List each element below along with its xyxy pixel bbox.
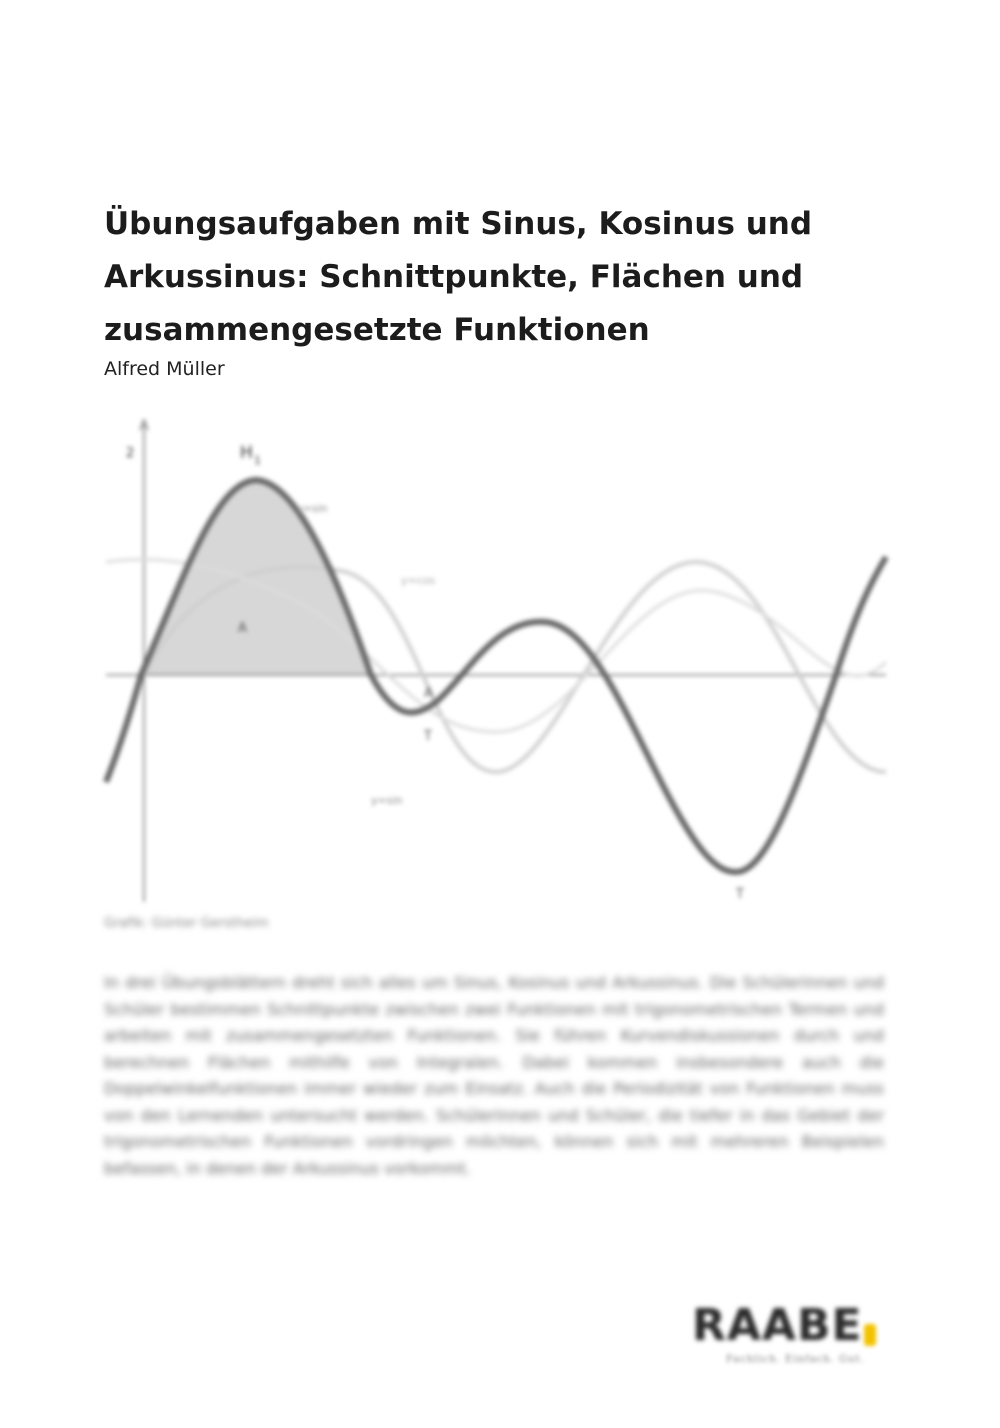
document-title: Übungsaufgaben mit Sinus, Kosinus und Arkussinus: Schnittpunkte, Flächen und zusammengesetzte Funktionen [104, 206, 813, 348]
peak-label-subscript: 1 [254, 454, 261, 467]
description-text [104, 970, 884, 1182]
min-label-2: T [736, 887, 744, 902]
area-label-1: A [238, 621, 247, 636]
logo-wordmark: RAABE [692, 1300, 863, 1351]
min-label-1: T [424, 729, 432, 744]
description-paragraph: In drei Übungsblättern dreht sich alles um Sinus, Kosinus und Arkussinus. Die Schülerinnen und Schüler bestimmen Schnittpunkte zwischen zwei Funktionen mit trigonometrischen Termen und arbeiten mit zusammengesetzten Funktionen. Sie führen Kurvendiskussionen durch und berechnen Flächen mithilfe von Integralen. Dabei kommen insbesondere auch die Doppelwinkelfunktionen immer wieder zum Einsatz. Auch die Periodizität von Funktionen muss von den Lernenden untersucht werden. Schülerinnen und Schüler, die tiefer in das Gebiet der trigonometrischen Funktionen vordringen möchten, können sich mit mehreren Beispielen befassen, in denen der Arkussinus vorkommt. [104, 973, 884, 1178]
raabe-logo [692, 1300, 892, 1370]
curve-label-1: y=sin [296, 502, 328, 515]
logo-accent-mark [864, 1324, 876, 1346]
figure-caption: Grafik: Günter Gerstheim [104, 916, 269, 931]
y-tick-label: 2 [126, 446, 135, 461]
function-graph [96, 412, 906, 912]
logo-tagline: Fachlich. Einfach. Gut. [726, 1354, 865, 1365]
curve-label-3: y=sin [371, 794, 403, 807]
peak-label: H [240, 443, 253, 463]
curve-label-2: y=cos [401, 574, 436, 587]
area-label-2: A [424, 686, 433, 701]
author-name: Alfred Müller [104, 358, 225, 380]
